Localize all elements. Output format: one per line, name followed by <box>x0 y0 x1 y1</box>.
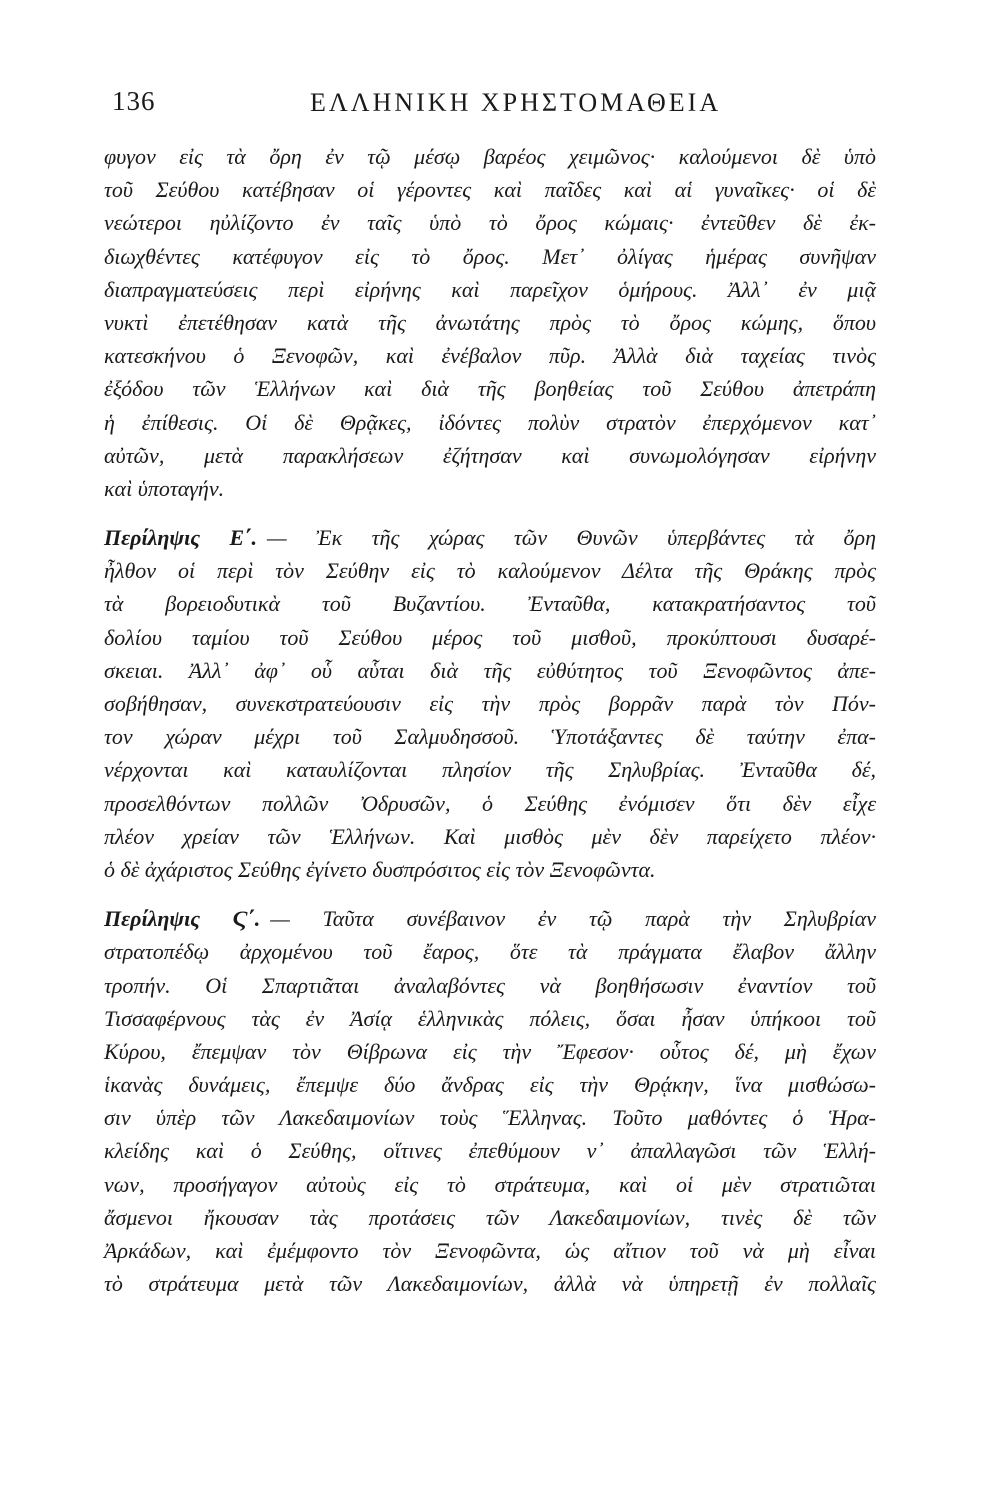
text-line: κατεσκήνου ὁ Ξενοφῶν, καὶ ἐνέβαλον πῦρ. Ἀλλὰ διὰ ταχείας τινὸς <box>104 343 876 369</box>
text-line: νεώτεροι ηὐλίζοντο ἐν ταῖς ὑπὸ τὸ ὄρος κώμαις· ἐντεῦθεν δὲ ἐκ- <box>104 210 876 236</box>
text-line: ἄσμενοι ἤκουσαν τὰς προτάσεις τῶν Λακεδαιμονίων, τινὲς δὲ τῶν <box>104 1204 876 1230</box>
text-line: καὶ ὑποταγήν. <box>104 475 225 501</box>
text-line: νέρχονται καὶ καταυλίζονται πλησίον τῆς Σηλυβρίας. Ἐνταῦθα δέ, <box>104 757 876 783</box>
section-heading: Περίληψις Ϛ΄. <box>104 906 261 932</box>
text-line: νων, προσήγαγον αὐτοὺς εἰς τὸ στράτευμα, καὶ οἱ μὲν στρατιῶται <box>104 1171 876 1197</box>
running-title: ΕΛΛΗΝΙΚΗ ΧΡΗΣΤΟΜΑΘΕΙΑ <box>310 88 722 117</box>
text-line: τοῦ Σεύθου κατέβησαν οἱ γέροντες καὶ παῖδες καὶ αἱ γυναῖκες· οἱ δὲ <box>104 177 876 203</box>
text-line: σκειαι. Ἀλλ᾽ ἀφ᾽ οὗ αὗται διὰ τῆς εὐθύτητος τοῦ Ξενοφῶντος ἀπε- <box>104 657 876 683</box>
text-line: αὐτῶν, μετὰ παρακλήσεων ἐζήτησαν καὶ συνωμολόγησαν εἰρήνην <box>104 442 876 468</box>
text-line: διαπραγματεύσεις περὶ εἰρήνης καὶ παρεῖχον ὁμήρους. Ἀλλ᾽ ἐν μιᾷ <box>104 276 876 302</box>
text-line: ἐξόδου τῶν Ἑλλήνων καὶ διὰ τῆς βοηθείας τοῦ Σεύθου ἀπετράπη <box>104 376 876 402</box>
text-line: ἡ ἐπίθεσις. Οἱ δὲ Θρᾷκες, ἰδόντες πολὺν στρατὸν ἐπερχόμενον κατ᾽ <box>104 409 876 435</box>
text-line: προσελθόντων πολλῶν Ὀδρυσῶν, ὁ Σεύθης ἐνόμισεν ὅτι δὲν εἶχε <box>104 790 876 816</box>
section-first-line <box>104 902 876 935</box>
text-line: δολίου ταμίου τοῦ Σεύθου μέρος τοῦ μισθοῦ, προκύπτουσι δυσαρέ- <box>104 624 876 650</box>
text-line: φυγον εἰς τὰ ὄρη ἐν τῷ μέσῳ βαρέος χειμῶνος· καλούμενοι δὲ ὑπὸ <box>104 144 876 169</box>
text-line: τροπήν. Οἱ Σπαρτιᾶται ἀναλαβόντες νὰ βοηθήσωσιν ἐναντίον τοῦ <box>104 972 876 998</box>
text-line: τον χώραν μέχρι τοῦ Σαλμυδησσοῦ. Ὑποτάξαντες δὲ ταύτην ἐπα- <box>104 724 876 750</box>
section-lead-text: — Ταῦτα συνέβαινον ἐν τῷ παρὰ τὴν Σηλυβρίαν <box>270 906 876 932</box>
page-body <box>104 140 876 1300</box>
page-number: 136 <box>112 86 156 116</box>
text-line: διωχθέντες κατέφυγον εἰς τὸ ὄρος. Μετ᾽ ὀλίγας ἡμέρας συνῆψαν <box>104 243 876 269</box>
text-line: νυκτὶ ἐπετέθησαν κατὰ τῆς ἀνωτάτης πρὸς τὸ ὄρος κώμης, ὅπου <box>104 309 876 335</box>
text-line: Κύρου, ἔπεμψαν τὸν Θίβρωνα εἰς τὴν Ἔφεσον· οὗτος δέ, μὴ ἔχων <box>104 1038 876 1064</box>
text-line: σιν ὑπὲρ τῶν Λακεδαιμονίων τοὺς Ἕλληνας. Τοῦτο μαθόντες ὁ Ἡρα- <box>104 1105 876 1131</box>
page-header <box>112 86 872 126</box>
text-line: ὁ δὲ ἀχάριστος Σεύθης ἐγίνετο δυσπρόσιτος εἰς τὸν Ξενοφῶντα. <box>104 856 656 882</box>
text-line: ἱκανὰς δυνάμεις, ἔπεμψε δύο ἄνδρας εἰς τὴν Θρᾴκην, ἵνα μισθώσω- <box>104 1072 876 1098</box>
text-line: σοβήθησαν, συνεκστρατεύουσιν εἰς τὴν πρὸς βορρᾶν παρὰ τὸν Πόν- <box>104 691 876 716</box>
text-line: πλέον χρείαν τῶν Ἑλλήνων. Καὶ μισθὸς μὲν δὲν παρείχετο πλέον· <box>104 823 876 849</box>
section-s <box>104 902 876 1300</box>
text-line: Τισσαφέρνους τὰς ἐν Ἀσίᾳ ἑλληνικὰς πόλεις, ὅσαι ἦσαν ὑπήκοοι τοῦ <box>104 1005 876 1031</box>
text-line: τὰ βορειοδυτικὰ τοῦ Βυζαντίου. Ἐνταῦθα, κατακρατήσαντος τοῦ <box>104 591 876 617</box>
text-line: τὸ στράτευμα μετὰ τῶν Λακεδαιμονίων, ἀλλὰ νὰ ὑπηρετῇ ἐν πολλαῖς <box>104 1271 876 1297</box>
section-spacer <box>104 505 876 521</box>
text-line: κλείδης καὶ ὁ Σεύθης, οἵτινες ἐπεθύμουν ν᾽ ἀπαλλαγῶσι τῶν Ἑλλή- <box>104 1138 876 1164</box>
text-line: ἦλθον οἱ περὶ τὸν Σεύθην εἰς τὸ καλούμενον Δέλτα τῆς Θράκης πρὸς <box>104 558 876 584</box>
section-spacer <box>104 886 876 902</box>
section-lead-text: — Ἐκ τῆς χώρας τῶν Θυνῶν ὑπερβάντες τὰ ὄρη <box>267 525 876 551</box>
text-line: Ἀρκάδων, καὶ ἐμέμφοντο τὸν Ξενοφῶντα, ὡς αἴτιον τοῦ νὰ μὴ εἶναι <box>104 1238 876 1263</box>
section-e <box>104 521 876 886</box>
paragraph-1 <box>104 140 876 505</box>
text-line: στρατοπέδῳ ἀρχομένου τοῦ ἔαρος, ὅτε τὰ πράγματα ἔλαβον ἄλλην <box>104 939 876 965</box>
section-heading: Περίληψις Ε΄. <box>104 525 258 551</box>
section-first-line <box>104 521 876 554</box>
